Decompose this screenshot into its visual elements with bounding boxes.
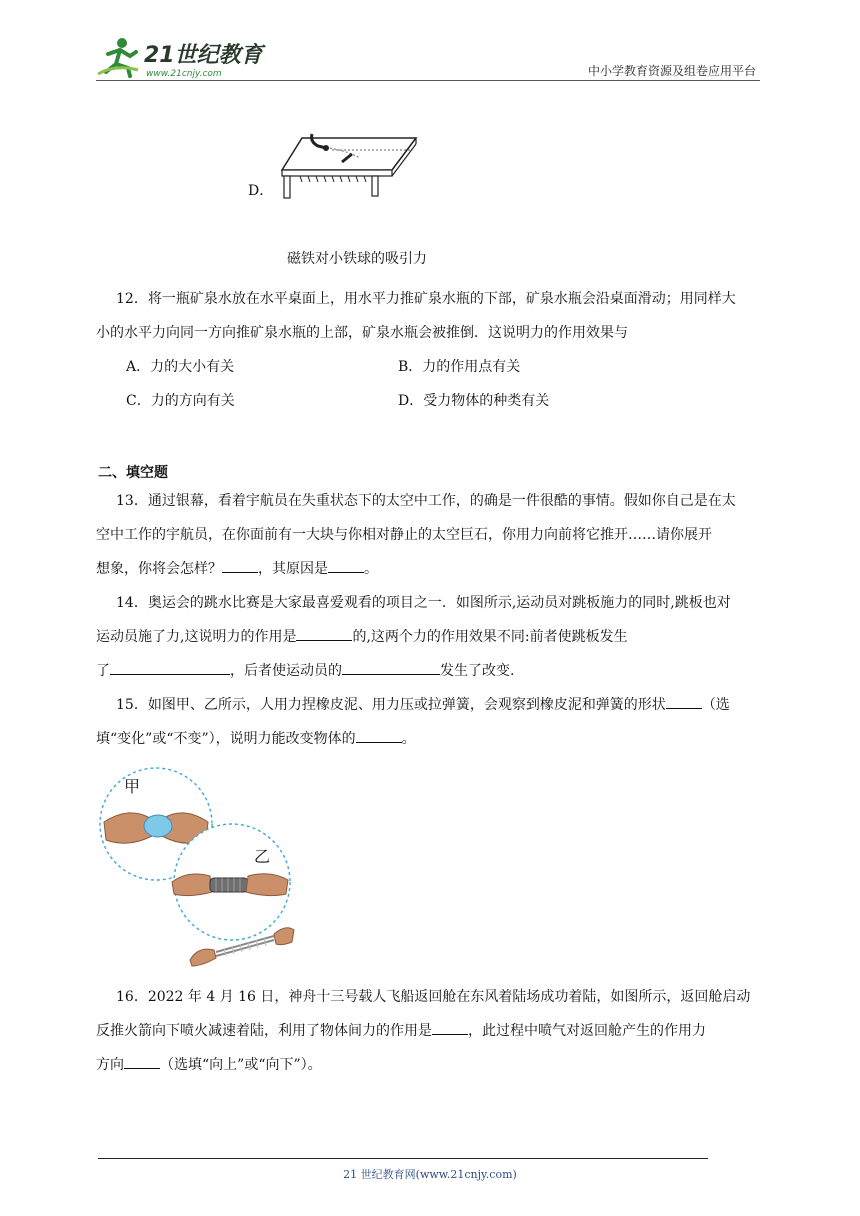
magnet-table-figure [280, 128, 420, 200]
q12-option-a: A．力的大小有关 [126, 359, 235, 375]
answer-blank[interactable] [110, 660, 230, 675]
answer-blank[interactable] [296, 626, 352, 641]
q15-line1: 15．如图甲、乙所示，人用力捏橡皮泥、用力压或拉弹簧，会观察到橡皮泥和弹簧的形状 （选 [116, 694, 730, 714]
section-title: 二、填空题 [98, 465, 168, 481]
q13-line1: 13．通过银幕，看着宇航员在失重状态下的太空中工作，的确是一件很酷的事情。假如你自己是在太 [116, 493, 736, 509]
answer-blank[interactable] [328, 558, 364, 573]
q12-option-d: D．受力物体的种类有关 [398, 393, 550, 409]
q13-line3: 想象，你将会怎样？ ，其原因是 。 [96, 558, 378, 578]
footer-link[interactable]: 21 世纪教育网(www.21cnjy.com) [343, 1168, 517, 1181]
q15-line2: 填“变化”或“不变”），说明力能改变物体的 。 [96, 728, 416, 748]
q16-line3: 方向 （选填“向上”或“向下”）。 [96, 1054, 322, 1074]
q12-line2: 小的水平力向同一方向推矿泉水瓶的上部，矿泉水瓶会被推倒．这说明力的作用效果与 [96, 325, 628, 341]
answer-blank[interactable] [666, 694, 702, 709]
runner-icon [98, 38, 138, 76]
q12-line1: 12．将一瓶矿泉水放在水平桌面上，用水平力推矿泉水瓶的下部，矿泉水瓶会沿桌面滑动；用同样大 [116, 291, 736, 307]
label-jia: 甲 [124, 777, 141, 796]
q13-line2: 空中工作的宇航员，在你面前有一大块与你相对静止的太空巨石，你用力向前将它推开……请你展开 [96, 527, 712, 543]
q16-line2: 反推火箭向下喷火减速着陆，利用了物体间力的作用是 ，此过程中喷气对返回舱产生的作用力 [96, 1020, 706, 1040]
q14-line2: 运动员施了力,这说明力的作用是 的,这两个力的作用效果不同:前者使跳板发生 [96, 626, 628, 646]
answer-blank[interactable] [222, 558, 258, 573]
q16-line1: 16．2022 年 4 月 16 日，神舟十三号载人飞船返回舱在东风着陆场成功着陆，如图所示，返回舱启动 [116, 989, 751, 1005]
q14-line3: 了 ，后者使运动员的 发生了改变. [96, 660, 514, 680]
header-divider [96, 80, 760, 81]
site-logo [96, 34, 266, 80]
q12-option-b: B．力的作用点有关 [398, 359, 521, 375]
platform-name: 中小学教育资源及组卷应用平台 [587, 64, 756, 78]
q12-option-c: C．力的方向有关 [126, 393, 235, 409]
logo-url: www.21cnjy.com [146, 69, 222, 79]
q11-caption: 磁铁对小铁球的吸引力 [287, 251, 427, 267]
hands-deform-figure [98, 764, 298, 968]
answer-blank[interactable] [124, 1054, 160, 1069]
answer-blank[interactable] [432, 1020, 468, 1035]
footer-divider [98, 1158, 708, 1159]
answer-blank[interactable] [356, 728, 402, 743]
label-yi: 乙 [254, 847, 271, 866]
logo-text: 21世纪教育 [144, 43, 263, 68]
q14-line1: 14．奥运会的跳水比赛是大家最喜爱观看的项目之一．如图所示,运动员对跳板施力的同时,跳板也对 [116, 595, 731, 611]
answer-blank[interactable] [342, 660, 440, 675]
q11-option-d-label: D． [248, 183, 274, 199]
